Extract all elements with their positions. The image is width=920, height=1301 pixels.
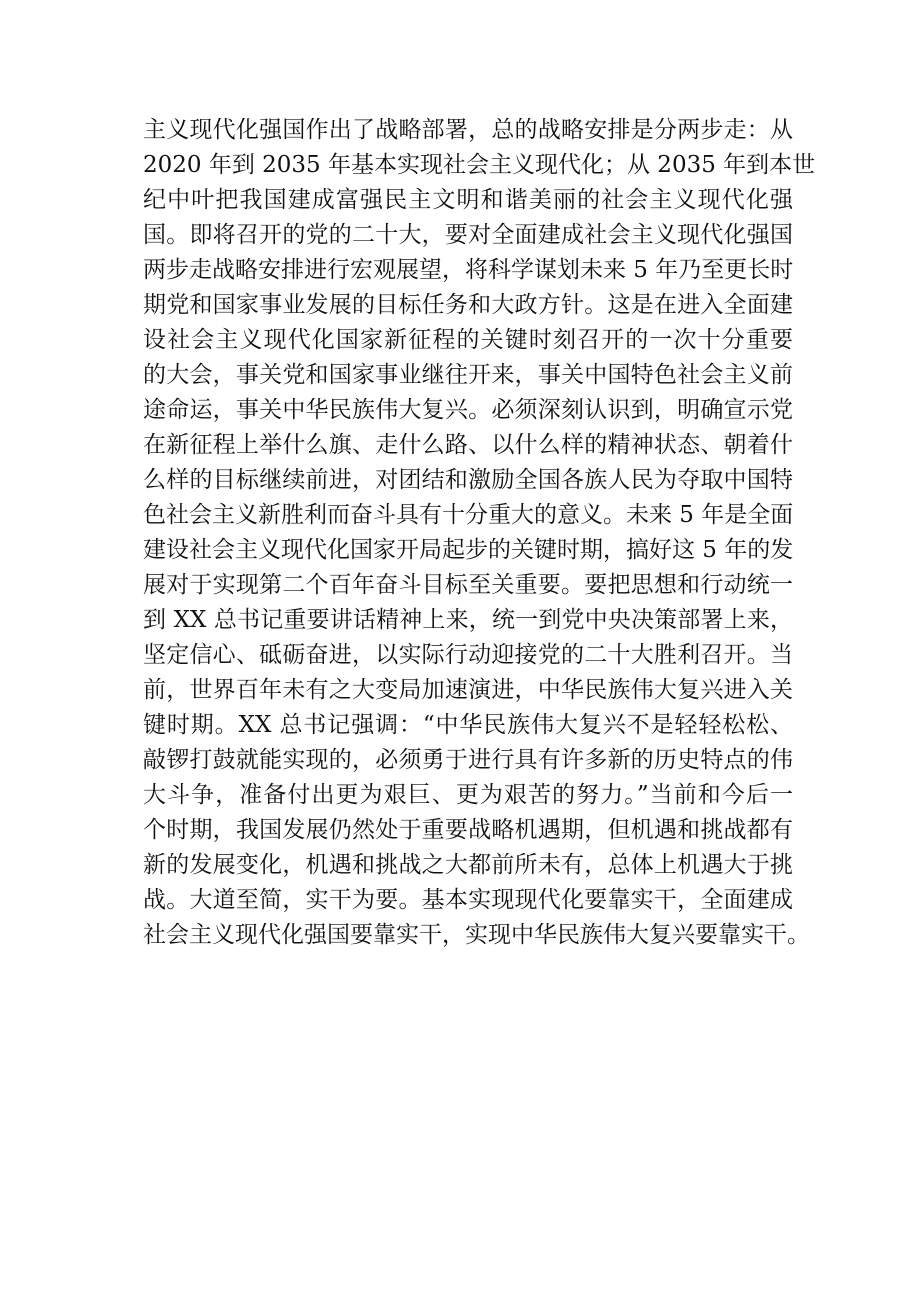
- text-line: 展对于实现第二个百年奋斗目标至关重要。要把思想和行动统一: [143, 572, 793, 598]
- text-line: 两步走战略安排进行宏观展望，将科学谋划未来 5 年乃至更长时: [143, 257, 794, 283]
- text-line: 到 XX 总书记重要讲话精神上来，统一到党中央决策部署上来，: [143, 607, 793, 633]
- text-line: 建设社会主义现代化国家开局起步的关键时期，搞好这 5 年的发: [143, 537, 794, 563]
- text-line: 纪中叶把我国建成富强民主文明和谐美丽的社会主义现代化强: [143, 187, 793, 213]
- text-line: 期党和国家事业发展的目标任务和大政方针。这是在进入全面建: [143, 292, 793, 318]
- text-line: 的大会，事关党和国家事业继往开来，事关中国特色社会主义前: [143, 362, 793, 388]
- text-line: 设社会主义现代化国家新征程的关键时刻召开的一次十分重要: [143, 327, 793, 353]
- text-line: 国。即将召开的党的二十大，要对全面建成社会主义现代化强国: [143, 222, 793, 248]
- text-line: 社会主义现代化强国要靠实干，实现中华民族伟大复兴要靠实干。: [143, 922, 810, 948]
- text-line: 战。大道至简，实干为要。基本实现现代化要靠实干，全面建成: [143, 887, 793, 913]
- text-line: 2020 年到 2035 年基本实现社会主义现代化；从 2035 年到本世: [143, 152, 816, 178]
- text-line: 坚定信心、砥砺奋进，以实际行动迎接党的二十大胜利召开。当: [143, 642, 793, 668]
- body-paragraph: [143, 113, 816, 953]
- text-line: 主义现代化强国作出了战略部署，总的战略安排是分两步走：从: [143, 117, 793, 143]
- text-line: 色社会主义新胜利而奋斗具有十分重大的意义。未来 5 年是全面: [143, 502, 794, 528]
- text-line: 在新征程上举什么旗、走什么路、以什么样的精神状态、朝着什: [143, 432, 793, 458]
- text-line: 么样的目标继续前进，对团结和激励全国各族人民为夺取中国特: [143, 467, 793, 493]
- text-line: 前，世界百年未有之大变局加速演进，中华民族伟大复兴进入关: [143, 677, 793, 703]
- text-line: 新的发展变化，机遇和挑战之大都前所未有，总体上机遇大于挑: [143, 852, 793, 878]
- text-line: 个时期，我国发展仍然处于重要战略机遇期，但机遇和挑战都有: [143, 817, 793, 843]
- text-line: 键时期。XX 总书记强调：“中华民族伟大复兴不是轻轻松松、: [143, 712, 793, 738]
- text-line: 大斗争，准备付出更为艰巨、更为艰苦的努力。”当前和今后一: [143, 782, 793, 808]
- text-line: 途命运，事关中华民族伟大复兴。必须深刻认识到，明确宣示党: [143, 397, 793, 423]
- text-line: 敲锣打鼓就能实现的，必须勇于进行具有许多新的历史特点的伟: [143, 747, 793, 773]
